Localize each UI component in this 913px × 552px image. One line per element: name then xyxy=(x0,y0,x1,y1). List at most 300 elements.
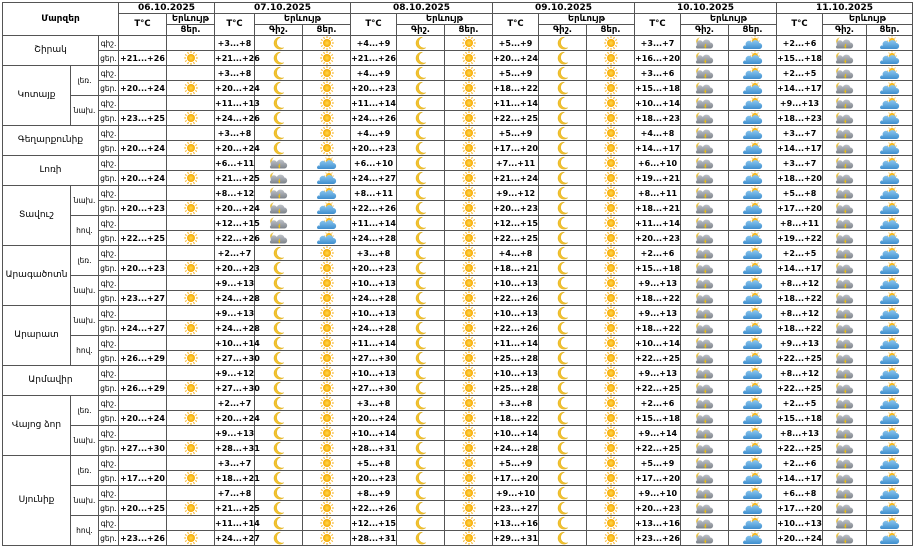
temperature-cell: +24...+28 xyxy=(493,441,539,456)
temperature-cell xyxy=(119,186,167,201)
cloudy-night-icon xyxy=(681,51,729,66)
sun-icon xyxy=(587,501,635,516)
moon-icon xyxy=(397,501,445,516)
partly-cloudy-icon xyxy=(867,201,913,216)
partly-cloudy-icon xyxy=(167,36,215,51)
temperature-cell: +10...+13 xyxy=(493,276,539,291)
partly-cloudy-icon xyxy=(729,276,777,291)
table-row xyxy=(3,516,913,531)
temperature-cell: +8...+13 xyxy=(777,426,823,441)
partly-cloudy-icon xyxy=(729,396,777,411)
temperature-cell: +24...+27 xyxy=(351,171,397,186)
partly-cloudy-icon xyxy=(303,171,351,186)
temperature-cell: +5...+9 xyxy=(493,66,539,81)
temperature-cell: +22...+25 xyxy=(777,381,823,396)
cloudy-night-icon xyxy=(823,81,867,96)
sun-icon xyxy=(445,246,493,261)
temperature-cell: +10...+14 xyxy=(351,426,397,441)
zone-label: նախ. xyxy=(71,306,99,336)
table-row xyxy=(3,201,913,216)
temperature-cell xyxy=(119,156,167,171)
temperature-cell: +13...+16 xyxy=(493,516,539,531)
sun-icon xyxy=(445,501,493,516)
temperature-cell: +18...+22 xyxy=(493,81,539,96)
cloudy-night-icon xyxy=(681,306,729,321)
time-of-day-label: գիշ. xyxy=(99,216,119,231)
temperature-cell: +20...+24 xyxy=(351,411,397,426)
partly-cloudy-icon xyxy=(729,531,777,546)
moon-icon xyxy=(397,441,445,456)
moon-icon xyxy=(539,96,587,111)
moon-icon xyxy=(539,201,587,216)
moon-icon xyxy=(397,246,445,261)
partly-cloudy-icon xyxy=(867,231,913,246)
partly-cloudy-icon xyxy=(303,156,351,171)
temperature-cell: +12...+15 xyxy=(215,216,255,231)
time-of-day-label: ցեր. xyxy=(99,291,119,306)
cloudy-night-icon xyxy=(823,306,867,321)
partly-cloudy-icon xyxy=(867,321,913,336)
temperature-cell: +8...+11 xyxy=(777,216,823,231)
temperature-cell xyxy=(119,366,167,381)
temperature-cell: +15...+18 xyxy=(635,411,681,426)
moon-icon xyxy=(539,66,587,81)
partly-cloudy-icon xyxy=(729,231,777,246)
temperature-cell: +28...+31 xyxy=(351,531,397,546)
temperature-cell: +9...+13 xyxy=(635,306,681,321)
sun-icon xyxy=(587,81,635,96)
temperature-cell: +6...+10 xyxy=(351,156,397,171)
temperature-cell: +5...+9 xyxy=(493,456,539,471)
temperature-cell: +18...+22 xyxy=(777,321,823,336)
sun-icon xyxy=(303,291,351,306)
temperature-cell: +20...+24 xyxy=(215,141,255,156)
temperature-cell: +24...+27 xyxy=(215,531,255,546)
moon-icon xyxy=(255,381,303,396)
temperature-cell: +11...+13 xyxy=(215,96,255,111)
cloudy-night-icon xyxy=(823,276,867,291)
night-header: Գիշ. xyxy=(539,25,587,36)
moon-icon xyxy=(397,456,445,471)
temperature-cell: +20...+24 xyxy=(215,411,255,426)
temperature-cell: +3...+7 xyxy=(215,456,255,471)
partly-cloudy-icon xyxy=(867,411,913,426)
temperature-cell: +10...+14 xyxy=(635,336,681,351)
moon-icon xyxy=(539,336,587,351)
sun-icon xyxy=(445,36,493,51)
partly-cloudy-icon xyxy=(729,351,777,366)
sun-icon xyxy=(587,471,635,486)
time-of-day-label: ցեր. xyxy=(99,531,119,546)
time-of-day-label: գիշ. xyxy=(99,306,119,321)
temperature-cell: +22...+26 xyxy=(215,231,255,246)
moon-icon xyxy=(397,426,445,441)
temperature-cell: +20...+23 xyxy=(493,201,539,216)
partly-cloudy-icon xyxy=(867,51,913,66)
temperature-cell: +19...+22 xyxy=(777,231,823,246)
table-row xyxy=(3,156,913,171)
partly-cloudy-icon xyxy=(167,426,215,441)
zone-label: լեռ. xyxy=(71,396,99,426)
time-of-day-label: ցեր. xyxy=(99,381,119,396)
time-of-day-label: գիշ. xyxy=(99,186,119,201)
sun-icon xyxy=(445,336,493,351)
temperature-cell: +18...+23 xyxy=(635,111,681,126)
partly-cloudy-icon xyxy=(729,441,777,456)
cloudy-night-icon xyxy=(823,411,867,426)
sun-icon xyxy=(167,81,215,96)
sun-icon xyxy=(445,321,493,336)
temperature-cell: +9...+13 xyxy=(215,426,255,441)
cloudy-night-icon xyxy=(255,186,303,201)
cloudy-night-icon xyxy=(681,276,729,291)
region-name: Շիրակ xyxy=(3,36,99,66)
time-of-day-label: ցեր. xyxy=(99,411,119,426)
sun-icon xyxy=(303,261,351,276)
sun-icon xyxy=(303,351,351,366)
temperature-cell: +22...+25 xyxy=(777,441,823,456)
cloudy-night-icon xyxy=(681,126,729,141)
temperature-cell: +2...+5 xyxy=(777,246,823,261)
zone-label: լեռ. xyxy=(71,456,99,486)
sun-icon xyxy=(303,516,351,531)
moon-icon xyxy=(255,396,303,411)
cloudy-night-icon xyxy=(823,351,867,366)
sun-icon xyxy=(587,381,635,396)
forecast-table xyxy=(2,2,913,546)
temperature-cell: +25...+28 xyxy=(493,351,539,366)
sun-icon xyxy=(303,336,351,351)
sun-icon xyxy=(587,216,635,231)
temperature-cell: +17...+20 xyxy=(493,141,539,156)
temperature-cell: +27...+30 xyxy=(215,351,255,366)
region-name: Տավուշ xyxy=(3,186,71,246)
moon-icon xyxy=(255,96,303,111)
moon-icon xyxy=(255,261,303,276)
partly-cloudy-icon xyxy=(867,426,913,441)
moon-icon xyxy=(539,396,587,411)
partly-cloudy-icon xyxy=(867,111,913,126)
cloudy-night-icon xyxy=(681,156,729,171)
temperature-cell: +8...+12 xyxy=(777,366,823,381)
moon-icon xyxy=(255,66,303,81)
moon-icon xyxy=(539,171,587,186)
temperature-cell: +10...+13 xyxy=(493,306,539,321)
table-row xyxy=(3,291,913,306)
cloudy-night-icon xyxy=(255,216,303,231)
moon-icon xyxy=(397,516,445,531)
time-of-day-label: գիշ. xyxy=(99,426,119,441)
time-of-day-label: գիշ. xyxy=(99,486,119,501)
partly-cloudy-icon xyxy=(167,246,215,261)
partly-cloudy-icon xyxy=(729,66,777,81)
moon-icon xyxy=(539,246,587,261)
moon-icon xyxy=(397,366,445,381)
partly-cloudy-icon xyxy=(729,516,777,531)
sun-icon xyxy=(587,126,635,141)
temperature-cell: +24...+26 xyxy=(351,111,397,126)
forecast-sheet xyxy=(2,2,898,546)
partly-cloudy-icon xyxy=(867,531,913,546)
sun-icon xyxy=(167,231,215,246)
table-row xyxy=(3,456,913,471)
day-header: Ցեր. xyxy=(303,25,351,36)
sun-icon xyxy=(587,336,635,351)
partly-cloudy-icon xyxy=(729,291,777,306)
partly-cloudy-icon xyxy=(729,216,777,231)
time-of-day-label: ցեր. xyxy=(99,501,119,516)
moon-icon xyxy=(397,321,445,336)
sun-icon xyxy=(445,471,493,486)
time-of-day-label: ցեր. xyxy=(99,141,119,156)
temp-header: T°C xyxy=(493,14,539,36)
cloudy-night-icon xyxy=(681,321,729,336)
temperature-cell: +8...+9 xyxy=(351,486,397,501)
moon-icon xyxy=(539,216,587,231)
moon-icon xyxy=(397,471,445,486)
temperature-cell: +9...+10 xyxy=(493,486,539,501)
sun-icon xyxy=(587,156,635,171)
moon-icon xyxy=(255,531,303,546)
time-of-day-label: գիշ. xyxy=(99,396,119,411)
temperature-cell: +4...+9 xyxy=(351,66,397,81)
partly-cloudy-icon xyxy=(729,336,777,351)
temperature-cell: +9...+13 xyxy=(777,96,823,111)
moon-icon xyxy=(539,531,587,546)
moon-icon xyxy=(255,456,303,471)
sun-icon xyxy=(303,96,351,111)
partly-cloudy-icon xyxy=(303,201,351,216)
moon-icon xyxy=(255,111,303,126)
date-header: 07.10.2025 xyxy=(215,3,351,14)
temperature-cell: +10...+13 xyxy=(351,276,397,291)
cloudy-night-icon xyxy=(681,411,729,426)
temperature-cell: +22...+25 xyxy=(119,231,167,246)
region-name: Արագածոտն xyxy=(3,246,71,306)
temperature-cell: +11...+14 xyxy=(215,516,255,531)
day-header: Ցեր. xyxy=(587,25,635,36)
table-row xyxy=(3,261,913,276)
partly-cloudy-icon xyxy=(729,261,777,276)
cloudy-night-icon xyxy=(823,321,867,336)
moon-icon xyxy=(397,216,445,231)
partly-cloudy-icon xyxy=(867,306,913,321)
temperature-cell: +10...+14 xyxy=(493,426,539,441)
sun-icon xyxy=(445,351,493,366)
cloudy-night-icon xyxy=(255,231,303,246)
temperature-cell: +3...+6 xyxy=(635,66,681,81)
moon-icon xyxy=(397,336,445,351)
sun-icon xyxy=(303,141,351,156)
sun-icon xyxy=(587,246,635,261)
partly-cloudy-icon xyxy=(729,156,777,171)
temperature-cell: +20...+23 xyxy=(351,81,397,96)
date-header: 09.10.2025 xyxy=(493,3,635,14)
sun-icon xyxy=(167,291,215,306)
moon-icon xyxy=(397,186,445,201)
moon-icon xyxy=(539,456,587,471)
moon-icon xyxy=(255,366,303,381)
moon-icon xyxy=(539,291,587,306)
zone-label: հով. xyxy=(71,516,99,546)
partly-cloudy-icon xyxy=(303,216,351,231)
temperature-cell: +15...+18 xyxy=(777,411,823,426)
weather-header: Երևույթ xyxy=(397,14,493,25)
partly-cloudy-icon xyxy=(167,396,215,411)
cloudy-night-icon xyxy=(681,471,729,486)
temperature-cell: +22...+25 xyxy=(493,231,539,246)
partly-cloudy-icon xyxy=(867,156,913,171)
temperature-cell: +17...+20 xyxy=(777,501,823,516)
time-of-day-label: ցեր. xyxy=(99,171,119,186)
temperature-cell: +7...+8 xyxy=(215,486,255,501)
region-name: Արարատ xyxy=(3,306,71,366)
night-header: Գիշ. xyxy=(823,25,867,36)
sun-icon xyxy=(587,516,635,531)
table-row xyxy=(3,336,913,351)
moon-icon xyxy=(539,501,587,516)
cloudy-night-icon xyxy=(681,426,729,441)
partly-cloudy-icon xyxy=(867,216,913,231)
sun-icon xyxy=(167,441,215,456)
moon-icon xyxy=(539,36,587,51)
temperature-cell: +3...+8 xyxy=(351,396,397,411)
partly-cloudy-icon xyxy=(867,126,913,141)
temp-header: T°C xyxy=(777,14,823,36)
cloudy-night-icon xyxy=(255,171,303,186)
cloudy-night-icon xyxy=(681,351,729,366)
temperature-cell: +11...+14 xyxy=(493,96,539,111)
partly-cloudy-icon xyxy=(867,36,913,51)
temperature-cell: +28...+31 xyxy=(351,441,397,456)
sun-icon xyxy=(303,441,351,456)
partly-cloudy-icon xyxy=(729,501,777,516)
time-of-day-label: գիշ. xyxy=(99,66,119,81)
temperature-cell: +21...+26 xyxy=(351,51,397,66)
sun-icon xyxy=(445,261,493,276)
temperature-cell: +12...+15 xyxy=(351,516,397,531)
sun-icon xyxy=(167,261,215,276)
partly-cloudy-icon xyxy=(167,276,215,291)
sun-icon xyxy=(167,51,215,66)
temperature-cell: +5...+9 xyxy=(493,126,539,141)
temperature-cell: +5...+8 xyxy=(351,456,397,471)
date-header: 08.10.2025 xyxy=(351,3,493,14)
moon-icon xyxy=(539,111,587,126)
temperature-cell: +21...+26 xyxy=(215,51,255,66)
partly-cloudy-icon xyxy=(729,471,777,486)
time-of-day-label: ցեր. xyxy=(99,111,119,126)
sun-icon xyxy=(167,531,215,546)
cloudy-night-icon xyxy=(823,441,867,456)
temperature-cell: +5...+9 xyxy=(493,36,539,51)
sun-icon xyxy=(303,471,351,486)
table-row xyxy=(3,126,913,141)
temperature-cell: +20...+23 xyxy=(215,261,255,276)
temperature-cell: +20...+24 xyxy=(777,531,823,546)
sun-icon xyxy=(303,321,351,336)
temperature-cell: +22...+25 xyxy=(635,351,681,366)
partly-cloudy-icon xyxy=(729,51,777,66)
date-header: 11.10.2025 xyxy=(777,3,913,14)
temperature-cell: +9...+14 xyxy=(635,426,681,441)
temperature-cell: +14...+17 xyxy=(777,261,823,276)
time-of-day-label: գիշ. xyxy=(99,246,119,261)
time-of-day-label: ցեր. xyxy=(99,471,119,486)
moon-icon xyxy=(255,51,303,66)
partly-cloudy-icon xyxy=(867,186,913,201)
table-row xyxy=(3,36,913,51)
temperature-cell: +22...+26 xyxy=(493,321,539,336)
sun-icon xyxy=(587,411,635,426)
partly-cloudy-icon xyxy=(167,306,215,321)
temperature-cell: +23...+26 xyxy=(119,531,167,546)
temperature-cell: +28...+31 xyxy=(215,441,255,456)
temperature-cell: +18...+21 xyxy=(215,471,255,486)
partly-cloudy-icon xyxy=(867,456,913,471)
cloudy-night-icon xyxy=(823,336,867,351)
sun-icon xyxy=(445,306,493,321)
moon-icon xyxy=(397,276,445,291)
cloudy-night-icon xyxy=(681,246,729,261)
temperature-cell xyxy=(119,96,167,111)
sun-icon xyxy=(445,111,493,126)
partly-cloudy-icon xyxy=(167,126,215,141)
sun-icon xyxy=(445,126,493,141)
time-of-day-label: ցեր. xyxy=(99,261,119,276)
table-row xyxy=(3,351,913,366)
cloudy-night-icon xyxy=(681,381,729,396)
sun-icon xyxy=(167,321,215,336)
temperature-cell: +22...+25 xyxy=(777,351,823,366)
time-of-day-label: գիշ. xyxy=(99,156,119,171)
cloudy-night-icon xyxy=(823,171,867,186)
temperature-cell: +20...+24 xyxy=(215,81,255,96)
partly-cloudy-icon xyxy=(167,66,215,81)
cloudy-night-icon xyxy=(255,201,303,216)
table-row xyxy=(3,441,913,456)
temperature-cell: +5...+9 xyxy=(635,456,681,471)
sun-icon xyxy=(587,321,635,336)
cloudy-night-icon xyxy=(823,501,867,516)
cloudy-night-icon xyxy=(681,531,729,546)
moon-icon xyxy=(255,471,303,486)
partly-cloudy-icon xyxy=(167,336,215,351)
temperature-cell: +20...+23 xyxy=(351,141,397,156)
partly-cloudy-icon xyxy=(867,291,913,306)
temperature-cell: +4...+9 xyxy=(351,126,397,141)
sun-icon xyxy=(303,36,351,51)
moon-icon xyxy=(539,381,587,396)
temperature-cell: +20...+23 xyxy=(351,261,397,276)
moon-icon xyxy=(255,336,303,351)
time-of-day-label: ցեր. xyxy=(99,231,119,246)
cloudy-night-icon xyxy=(823,486,867,501)
temperature-cell: +20...+23 xyxy=(119,261,167,276)
region-name: Գեղարքունիք xyxy=(3,126,99,156)
temperature-cell xyxy=(119,306,167,321)
temperature-cell: +4...+8 xyxy=(635,126,681,141)
partly-cloudy-icon xyxy=(729,141,777,156)
partly-cloudy-icon xyxy=(867,486,913,501)
time-of-day-label: գիշ. xyxy=(99,126,119,141)
moon-icon xyxy=(539,261,587,276)
temperature-cell: +11...+14 xyxy=(635,216,681,231)
sun-icon xyxy=(445,291,493,306)
day-header: Ցեր. xyxy=(729,25,777,36)
cloudy-night-icon xyxy=(823,261,867,276)
zone-label: նախ. xyxy=(71,96,99,126)
